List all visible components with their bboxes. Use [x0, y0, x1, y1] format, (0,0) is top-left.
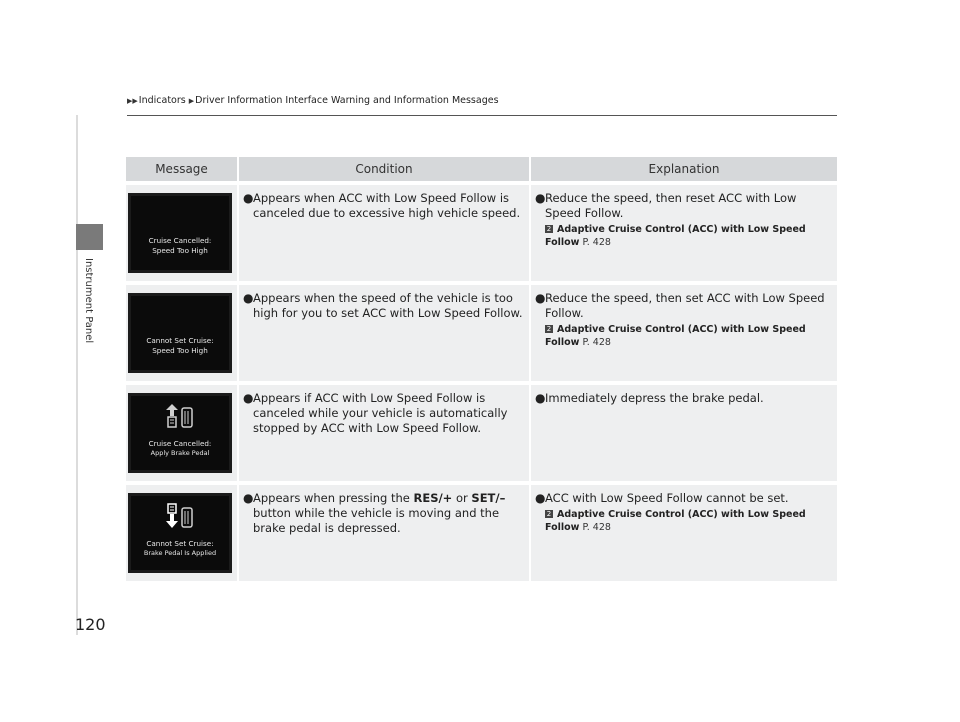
set-button-label: SET/–	[471, 491, 506, 505]
table-row	[126, 381, 837, 481]
cruise-pedal-icon	[162, 402, 198, 430]
bullet-icon: ●	[243, 191, 254, 205]
cross-reference-link[interactable]	[531, 223, 837, 249]
table-row	[126, 481, 837, 581]
condition-text-part: button while the vehicle is moving and the brake pedal is depressed.	[253, 506, 500, 535]
explanation-cell	[529, 381, 837, 481]
breadcrumb-arrow-icon: ▶	[188, 97, 195, 105]
condition-text-part: or	[452, 491, 472, 505]
condition-text	[253, 491, 523, 536]
explanation-cell	[529, 481, 837, 581]
reference-icon: 2	[546, 225, 552, 233]
message-image-cell	[126, 381, 237, 481]
reference-title-cont: Follow	[545, 337, 580, 348]
reference-page: P. 428	[582, 237, 611, 248]
explanation-text: ACC with Low Speed Follow cannot be set.	[545, 491, 789, 505]
explanation-text: Immediately depress the brake pedal.	[545, 391, 764, 405]
screen-text: Cannot Set Cruise:	[146, 336, 214, 345]
header-rule	[127, 115, 837, 116]
bullet-icon: ●	[243, 291, 254, 305]
condition-cell	[237, 481, 529, 581]
screen-text: Speed Too High	[152, 246, 208, 255]
condition-text-part: Appears when pressing the	[253, 491, 414, 505]
res-button-label: RES/+	[413, 491, 453, 505]
section-tab	[76, 224, 103, 250]
display-screen-image	[128, 193, 232, 273]
display-screen-image	[128, 293, 232, 373]
reference-title-cont: Follow	[545, 237, 580, 248]
display-screen-image	[128, 393, 232, 473]
sidebar-section-label	[82, 258, 96, 348]
bullet-icon: ●	[535, 391, 546, 405]
breadcrumb-item[interactable]: Indicators	[138, 95, 186, 106]
table-row	[126, 281, 837, 381]
message-image-cell	[126, 181, 237, 281]
side-divider	[76, 115, 78, 635]
reference-page: P. 428	[582, 337, 611, 348]
screen-text: Cruise Cancelled:	[148, 439, 212, 448]
message-table	[126, 157, 837, 581]
breadcrumb	[127, 95, 499, 106]
bullet-icon: ●	[243, 391, 254, 405]
screen-text: Brake Pedal Is Applied	[143, 549, 217, 557]
message-image-cell	[126, 281, 237, 381]
bullet-icon: ●	[535, 191, 546, 205]
reference-title: Adaptive Cruise Control (ACC) with Low Speed	[557, 324, 806, 335]
column-header: Explanation	[529, 157, 837, 181]
reference-title: Adaptive Cruise Control (ACC) with Low Speed	[557, 509, 806, 520]
condition-cell	[237, 181, 529, 281]
brake-pedal-applied-icon	[162, 502, 198, 530]
breadcrumb-arrow-icon: ▶▶	[127, 97, 138, 105]
screen-text: Apply Brake Pedal	[150, 449, 210, 457]
screen-text: Cannot Set Cruise:	[146, 539, 214, 548]
reference-icon: 2	[546, 325, 552, 333]
explanation-cell	[529, 281, 837, 381]
table-row	[126, 181, 837, 281]
breadcrumb-item[interactable]: Driver Information Interface Warning and Information Messages	[195, 95, 499, 106]
table-header-row	[126, 157, 837, 181]
display-screen-image	[128, 493, 232, 573]
reference-page: P. 428	[582, 522, 611, 533]
bullet-icon: ●	[535, 491, 546, 505]
page-number: 120	[75, 615, 106, 634]
screen-text: Speed Too High	[152, 346, 208, 355]
column-header: Message	[126, 157, 237, 181]
message-image-cell	[126, 481, 237, 581]
explanation-text: Reduce the speed, then reset ACC with Low Speed Follow.	[545, 191, 797, 220]
condition-cell	[237, 381, 529, 481]
sidebar-label-text: Instrument Panel	[83, 258, 94, 344]
condition-text: Appears if ACC with Low Speed Follow is canceled while your vehicle is automatically stopped by ACC with Low Speed Follow.	[253, 391, 508, 435]
reference-title: Adaptive Cruise Control (ACC) with Low Speed	[557, 224, 806, 235]
cross-reference-link[interactable]	[531, 323, 837, 349]
condition-cell	[237, 281, 529, 381]
condition-text: Appears when the speed of the vehicle is too high for you to set ACC with Low Speed Follow.	[253, 291, 523, 320]
condition-text: Appears when ACC with Low Speed Follow is canceled due to excessive high vehicle speed.	[253, 191, 521, 220]
screen-text: Cruise Cancelled:	[148, 236, 212, 245]
cross-reference-link[interactable]	[531, 508, 837, 534]
explanation-text: Reduce the speed, then set ACC with Low Speed Follow.	[545, 291, 825, 320]
column-header: Condition	[237, 157, 529, 181]
reference-title-cont: Follow	[545, 522, 580, 533]
reference-icon: 2	[546, 510, 552, 518]
bullet-icon: ●	[243, 491, 254, 505]
bullet-icon: ●	[535, 291, 546, 305]
explanation-cell	[529, 181, 837, 281]
